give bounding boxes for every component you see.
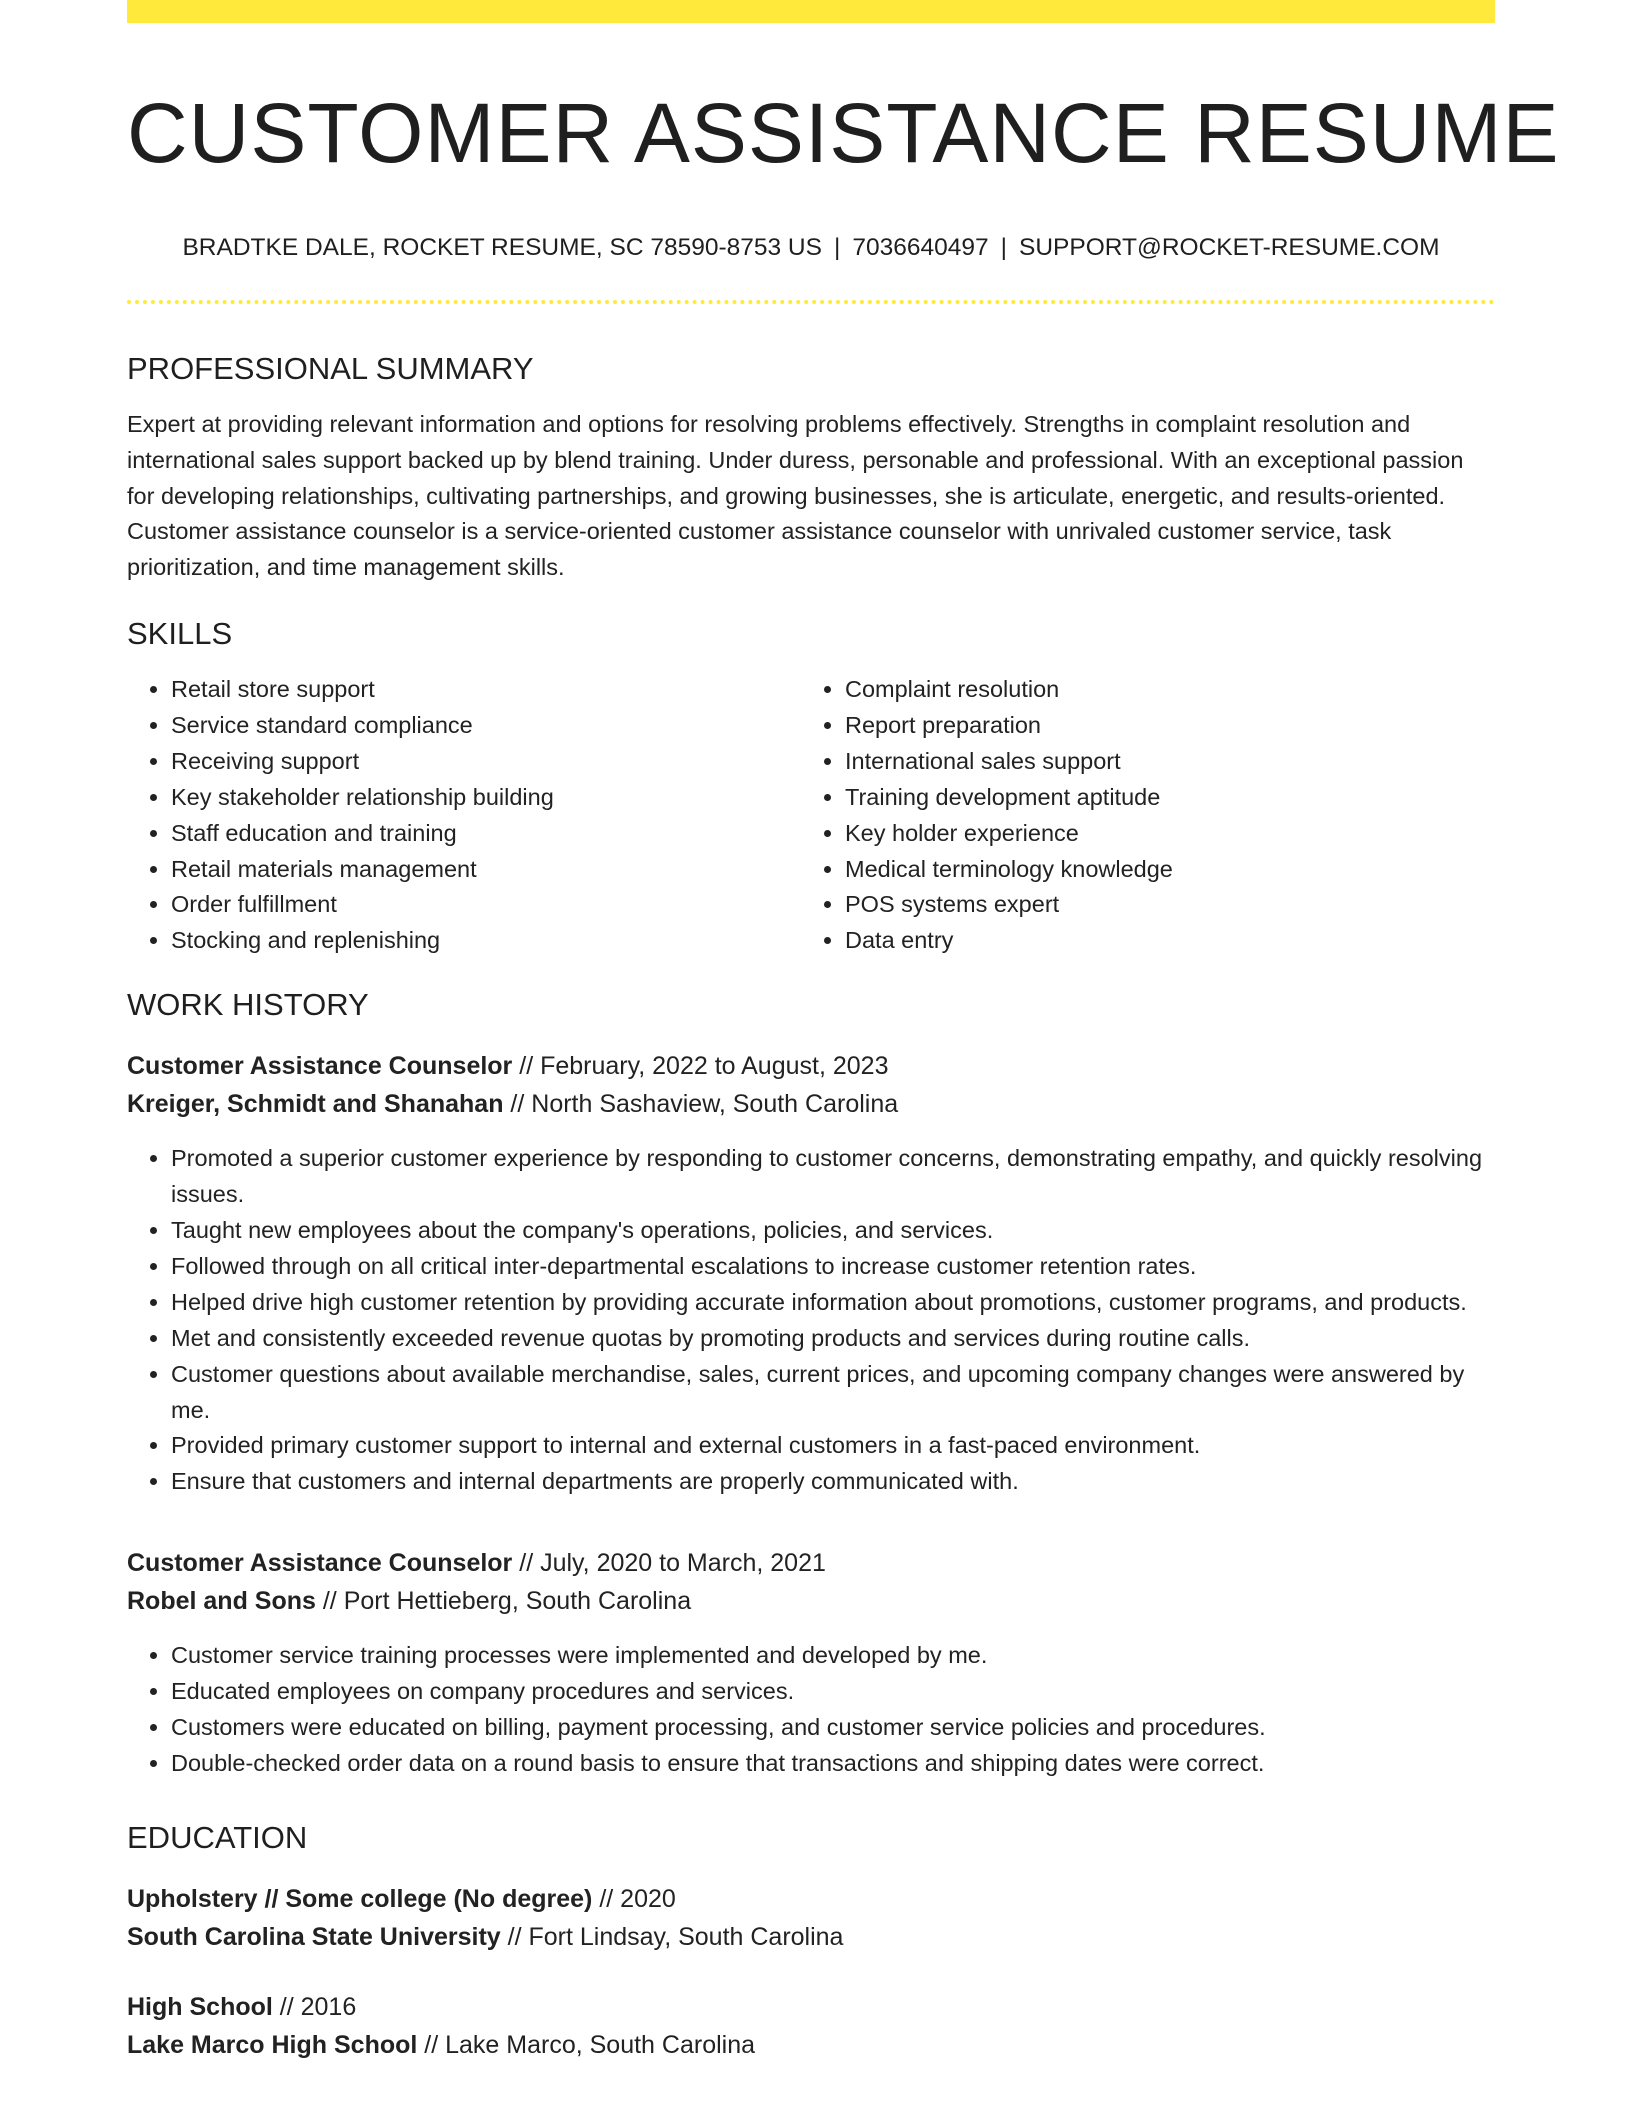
- job-duty: • Taught new employees about the company's operations, policies, and services.: [171, 1213, 1495, 1249]
- skill-item: • Report preparation: [845, 708, 1475, 744]
- education-degree-line: [127, 1880, 1495, 1918]
- job-duties: [127, 1638, 1495, 1782]
- job-duty: • Ensure that customers and internal departments are properly communicated with.: [171, 1464, 1495, 1500]
- page-title: CUSTOMER ASSISTANCE RESUME: [127, 86, 1560, 180]
- job-company-line: [127, 1085, 1495, 1123]
- education-year: // 2020: [592, 1884, 676, 1913]
- skill-item: • Key holder experience: [845, 816, 1475, 852]
- job-duty: • Customer service training processes were implemented and developed by me.: [171, 1638, 1495, 1674]
- skill-item: • Medical terminology knowledge: [845, 852, 1475, 888]
- skill-item: • Retail materials management: [171, 852, 801, 888]
- skill-item: • Staff education and training: [171, 816, 801, 852]
- education-entry: [127, 1988, 1495, 2064]
- education-degree-line: [127, 1988, 1495, 2026]
- job-location: // North Sashaview, South Carolina: [503, 1090, 899, 1119]
- education-school-line: [127, 2026, 1495, 2064]
- skill-item: • POS systems expert: [845, 887, 1475, 923]
- job-duty: • Customers were educated on billing, payment processing, and customer service policies and procedures.: [171, 1710, 1495, 1746]
- job-location: // Port Hettieberg, South Carolina: [315, 1587, 692, 1616]
- skill-item: • Order fulfillment: [171, 887, 801, 923]
- job-entry: [127, 1544, 1495, 1782]
- skills-list: [127, 672, 1495, 959]
- job-duty: • Double-checked order data on a round basis to ensure that transactions and shipping dates were correct.: [171, 1746, 1495, 1782]
- education-school: Lake Marco High School: [127, 2030, 418, 2059]
- skills-column-left: [127, 672, 801, 959]
- resume-page: [127, 0, 1560, 2064]
- job-dates: // July, 2020 to March, 2021: [512, 1549, 826, 1578]
- education-school-line: [127, 1918, 1495, 1956]
- education-degree: Upholstery // Some college (No degree): [127, 1884, 593, 1913]
- job-dates: // February, 2022 to August, 2023: [512, 1052, 889, 1081]
- skill-item: • Training development aptitude: [845, 780, 1475, 816]
- education-entry: [127, 1880, 1495, 1956]
- skill-item: • Key stakeholder relationship building: [171, 780, 801, 816]
- job-duty: • Promoted a superior customer experience by responding to customer concerns, demonstrating empathy, and quickly resolving issues.: [171, 1141, 1495, 1213]
- job-company: Robel and Sons: [127, 1587, 316, 1616]
- job-title: Customer Assistance Counselor: [127, 1549, 513, 1578]
- contact-separator: |: [833, 234, 841, 261]
- education-location: // Lake Marco, South Carolina: [417, 2030, 756, 2059]
- education-heading: EDUCATION: [127, 1819, 308, 1855]
- dotted-divider: [127, 300, 1495, 304]
- contact-phone: 7036640497: [852, 234, 989, 261]
- skill-item: • Data entry: [845, 923, 1475, 959]
- contact-address: BRADTKE DALE, ROCKET RESUME, SC 78590-8753 US: [182, 234, 822, 261]
- top-accent-bar: [127, 0, 1495, 23]
- summary-heading: PROFESSIONAL SUMMARY: [127, 351, 534, 386]
- skills-heading: SKILLS: [127, 615, 233, 651]
- skills-column-right: [801, 672, 1475, 959]
- work-history-heading: WORK HISTORY: [127, 987, 369, 1023]
- job-company: Kreiger, Schmidt and Shanahan: [127, 1090, 504, 1119]
- job-title-line: [127, 1544, 1495, 1582]
- job-title: Customer Assistance Counselor: [127, 1052, 513, 1081]
- job-duty: • Followed through on all critical inter-departmental escalations to increase customer retention rates.: [171, 1249, 1495, 1285]
- skill-item: • Stocking and replenishing: [171, 923, 801, 959]
- education-school: South Carolina State University: [127, 1922, 501, 1951]
- skill-item: • Complaint resolution: [845, 672, 1475, 708]
- contact-separator: |: [1000, 234, 1007, 261]
- contact-line: [127, 233, 1495, 263]
- job-company-line: [127, 1582, 1495, 1620]
- job-duty: • Provided primary customer support to internal and external customers in a fast-paced environment.: [171, 1428, 1495, 1464]
- skill-item: • Service standard compliance: [171, 708, 801, 744]
- skill-item: • Receiving support: [171, 744, 801, 780]
- skill-item: • Retail store support: [171, 672, 801, 708]
- skill-item: • International sales support: [845, 744, 1475, 780]
- education-location: // Fort Lindsay, South Carolina: [500, 1922, 844, 1951]
- summary-text: Expert at providing relevant information and options for resolving problems effectively. Strengths in complaint resolution and international sales support backed up by blend training. Under duress, personable and professional. With an exceptional passion for developing relationships, cultivating partnerships, and growing businesses, she is articulate, energetic, and results-oriented. Customer assistance counselor is a service-oriented customer assistance counselor with unrivaled customer service, task prioritization, and time management skills.: [127, 411, 1464, 581]
- contact-email: SUPPORT@ROCKET-RESUME.COM: [1018, 234, 1440, 261]
- education-year: // 2016: [272, 1992, 357, 2021]
- education-degree: High School: [127, 1992, 273, 2021]
- job-duty: • Customer questions about available merchandise, sales, current prices, and upcoming company changes were answered by me.: [171, 1357, 1495, 1429]
- job-duty: • Met and consistently exceeded revenue quotas by promoting products and services during routine calls.: [171, 1321, 1495, 1357]
- job-duties: [127, 1141, 1495, 1500]
- job-duty: • Educated employees on company procedures and services.: [171, 1674, 1495, 1710]
- job-title-line: [127, 1047, 1495, 1085]
- job-entry: [127, 1047, 1495, 1500]
- job-duty: • Helped drive high customer retention by providing accurate information about promotions, customer programs, and products.: [171, 1285, 1495, 1321]
